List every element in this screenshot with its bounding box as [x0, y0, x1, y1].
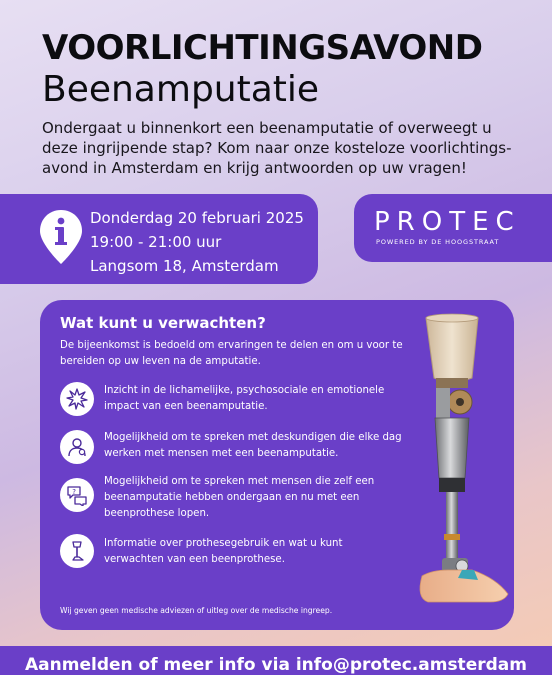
- intro-paragraph: Ondergaat u binnenkort een beenamputatie of overweegt u deze ingrijpende stap? Kom naar onze kosteloze voorlichtings-avond in Amsterdam en krijg antwoorden op uw vragen!: [42, 119, 512, 177]
- brand-tagline: POWERED BY DE HOOGSTRAAT: [376, 238, 500, 246]
- event-location: Langsom 18, Amsterdam: [90, 257, 279, 275]
- svg-text:?: ?: [72, 488, 76, 496]
- signup-contact[interactable]: Aanmelden of meer info via info@protec.amsterdam: [25, 655, 527, 675]
- prosthetic-leg-icon: [60, 534, 94, 568]
- page-title: VOORLICHTINGSAVOND: [42, 28, 483, 68]
- disclaimer: Wij geven geen medische adviezen of uitleg over de medische ingreep.: [60, 606, 333, 615]
- event-date: Donderdag 20 februari 2025: [90, 209, 304, 227]
- list-item: Informatie over prothesegebruik en wat u kunt verwachten van een beenprothese.: [104, 538, 343, 565]
- info-pin-icon: [38, 208, 84, 266]
- expert-person-icon: [60, 430, 94, 464]
- list-item: Mogelijkheid om te spreken met deskundigen die elke dag werken met mensen met een beenamputatie.: [104, 432, 402, 459]
- list-item: Inzicht in de lichamelijke, psychosociale en emotionele impact van een beenamputatie.: [104, 385, 385, 412]
- event-details: [90, 206, 304, 278]
- impact-burst-icon: [60, 382, 94, 416]
- card-heading: Wat kunt u verwachten?: [60, 314, 266, 332]
- prosthesis-image: [392, 308, 512, 608]
- brand-logo: PROTEC: [374, 207, 521, 237]
- event-time: 19:00 - 21:00 uur: [90, 233, 222, 251]
- list-item: Mogelijkheid om te spreken met mensen die zelf een beenamputatie hebben ondergaan en nu met een beenprothese lopen.: [104, 476, 375, 519]
- card-intro: De bijeenkomst is bedoeld om ervaringen te delen en om u voor te bereiden op uw leven na de amputatie.: [60, 340, 403, 367]
- conversation-icon: [60, 478, 94, 512]
- page-subtitle: Beenamputatie: [42, 69, 320, 110]
